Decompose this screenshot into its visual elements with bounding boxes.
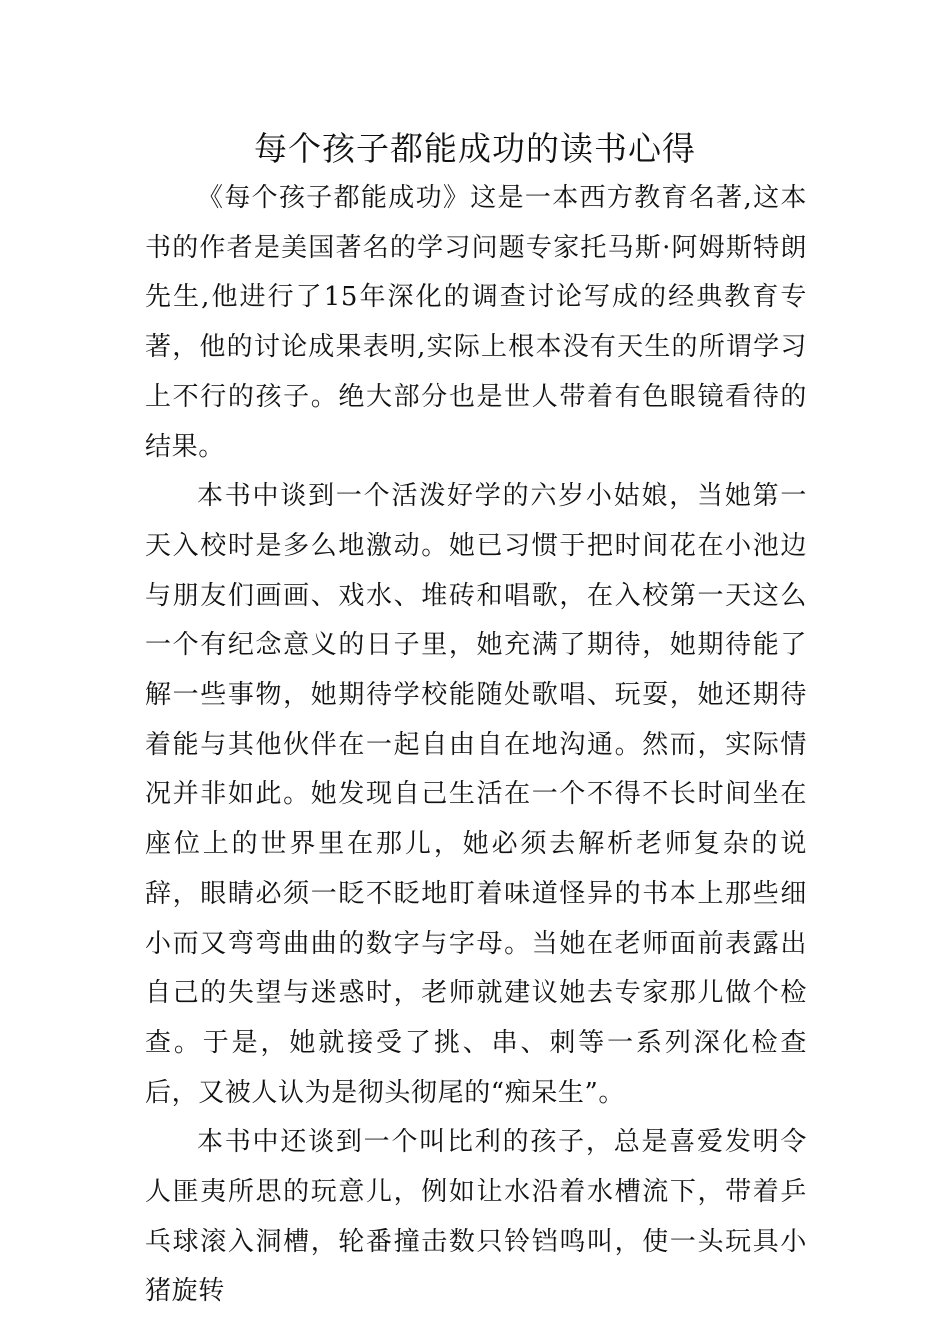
paragraph-3: 本书中还谈到一个叫比利的孩子，总是喜爱发明令人匪夷所思的玩意儿，例如让水沿着水槽流下，带着乒乓球滚入洞槽，轮番撞击数只铃铛鸣叫，使一头玩具小猪旋转 <box>145 1127 807 1307</box>
paragraph-1: 《每个孩子都能成功》这是一本西方教育名著,这本书的作者是美国著名的学习问题专家托马斯·阿姆斯特朗先生,他进行了15年深化的调查讨论写成的经典教育专著，他的讨论成果表明,实际上根本没有天生的所谓学习上不行的孩子。绝大部分也是世人带着有色眼镜看待的结果。 <box>145 183 807 462</box>
document-title: 每个孩子都能成功的读书心得 <box>254 129 696 168</box>
document-body <box>145 174 807 1317</box>
paragraph-2: 本书中谈到一个活泼好学的六岁小姑娘，当她第一天入校时是多么地激动。她已习惯于把时间花在小池边与朋友们画画、戏水、堆砖和唱歌，在入校第一天这么一个有纪念意义的日子里，她充满了期待，她期待能了解一些事物，她期待学校能随处歌唱、玩耍，她还期待着能与其他伙伴在一起自由自在地沟通。然而，实际情况并非如此。她发现自己生活在一个不得不长时间坐在座位上的世界里在那儿，她必须去解析老师复杂的说辞，眼睛必须一眨不眨地盯着味道怪异的书本上那些细小而又弯弯曲曲的数字与字母。当她在老师面前表露出自己的失望与迷惑时，老师就建议她去专家那儿做个检查。于是，她就接受了挑、串、刺等一系列深化检查后，又被人认为是彻头彻尾的“痴呆生”。 <box>145 481 807 1108</box>
